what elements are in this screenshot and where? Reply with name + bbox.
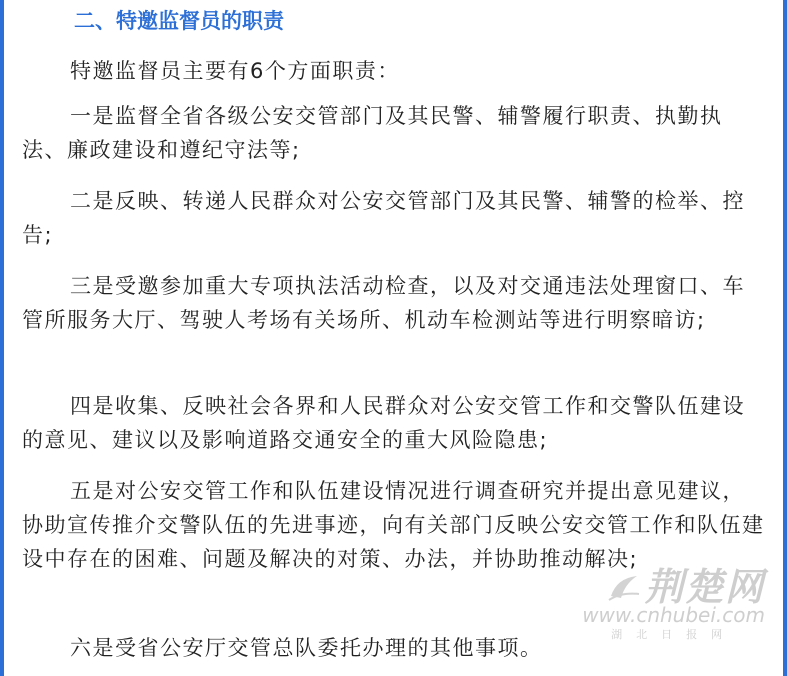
paragraph-duty-4: 四是收集、反映社会各界和人民群众对公安交管工作和交警队伍建设的意见、建议以及影响道路交通安全的重大风险隐患;: [22, 394, 745, 452]
watermark-subtitle: 湖北日报网: [611, 628, 737, 641]
paragraph-duty-1: 一是监督全省各级公安交管部门及其民警、辅警履行职责、执勤执法、廉政建设和遵纪守法等;: [22, 104, 723, 162]
paragraph-intro: 特邀监督员主要有6个方面职责：: [70, 59, 400, 83]
watermark-title: 荆楚网: [644, 565, 765, 609]
section-heading: 二、特邀监督员的职责: [74, 9, 284, 33]
paragraph-duty-5: 五是对公安交管工作和队伍建设情况进行调查研究并提出意见建议，协助宣传推介交警队伍的先进事迹，向有关部门反映公安交管工作和队伍建设中存在的困难、问题及解决的对策、办法，并协助推动解决;: [22, 479, 765, 571]
paragraph-duty-3: 三是受邀参加重大专项执法活动检查，以及对交通违法处理窗口、车管所服务大厅、驾驶人考场有关场所、机动车检测站等进行明察暗访;: [22, 274, 745, 332]
paragraph-duty-6: 六是受省公安厅交管总队委托办理的其他事项。: [70, 636, 543, 660]
watermark-url: www.cnhubei.com: [582, 603, 765, 627]
paragraph-duty-2: 二是反映、转递人民群众对公安交管部门及其民警、辅警的检举、控告;: [22, 189, 745, 247]
